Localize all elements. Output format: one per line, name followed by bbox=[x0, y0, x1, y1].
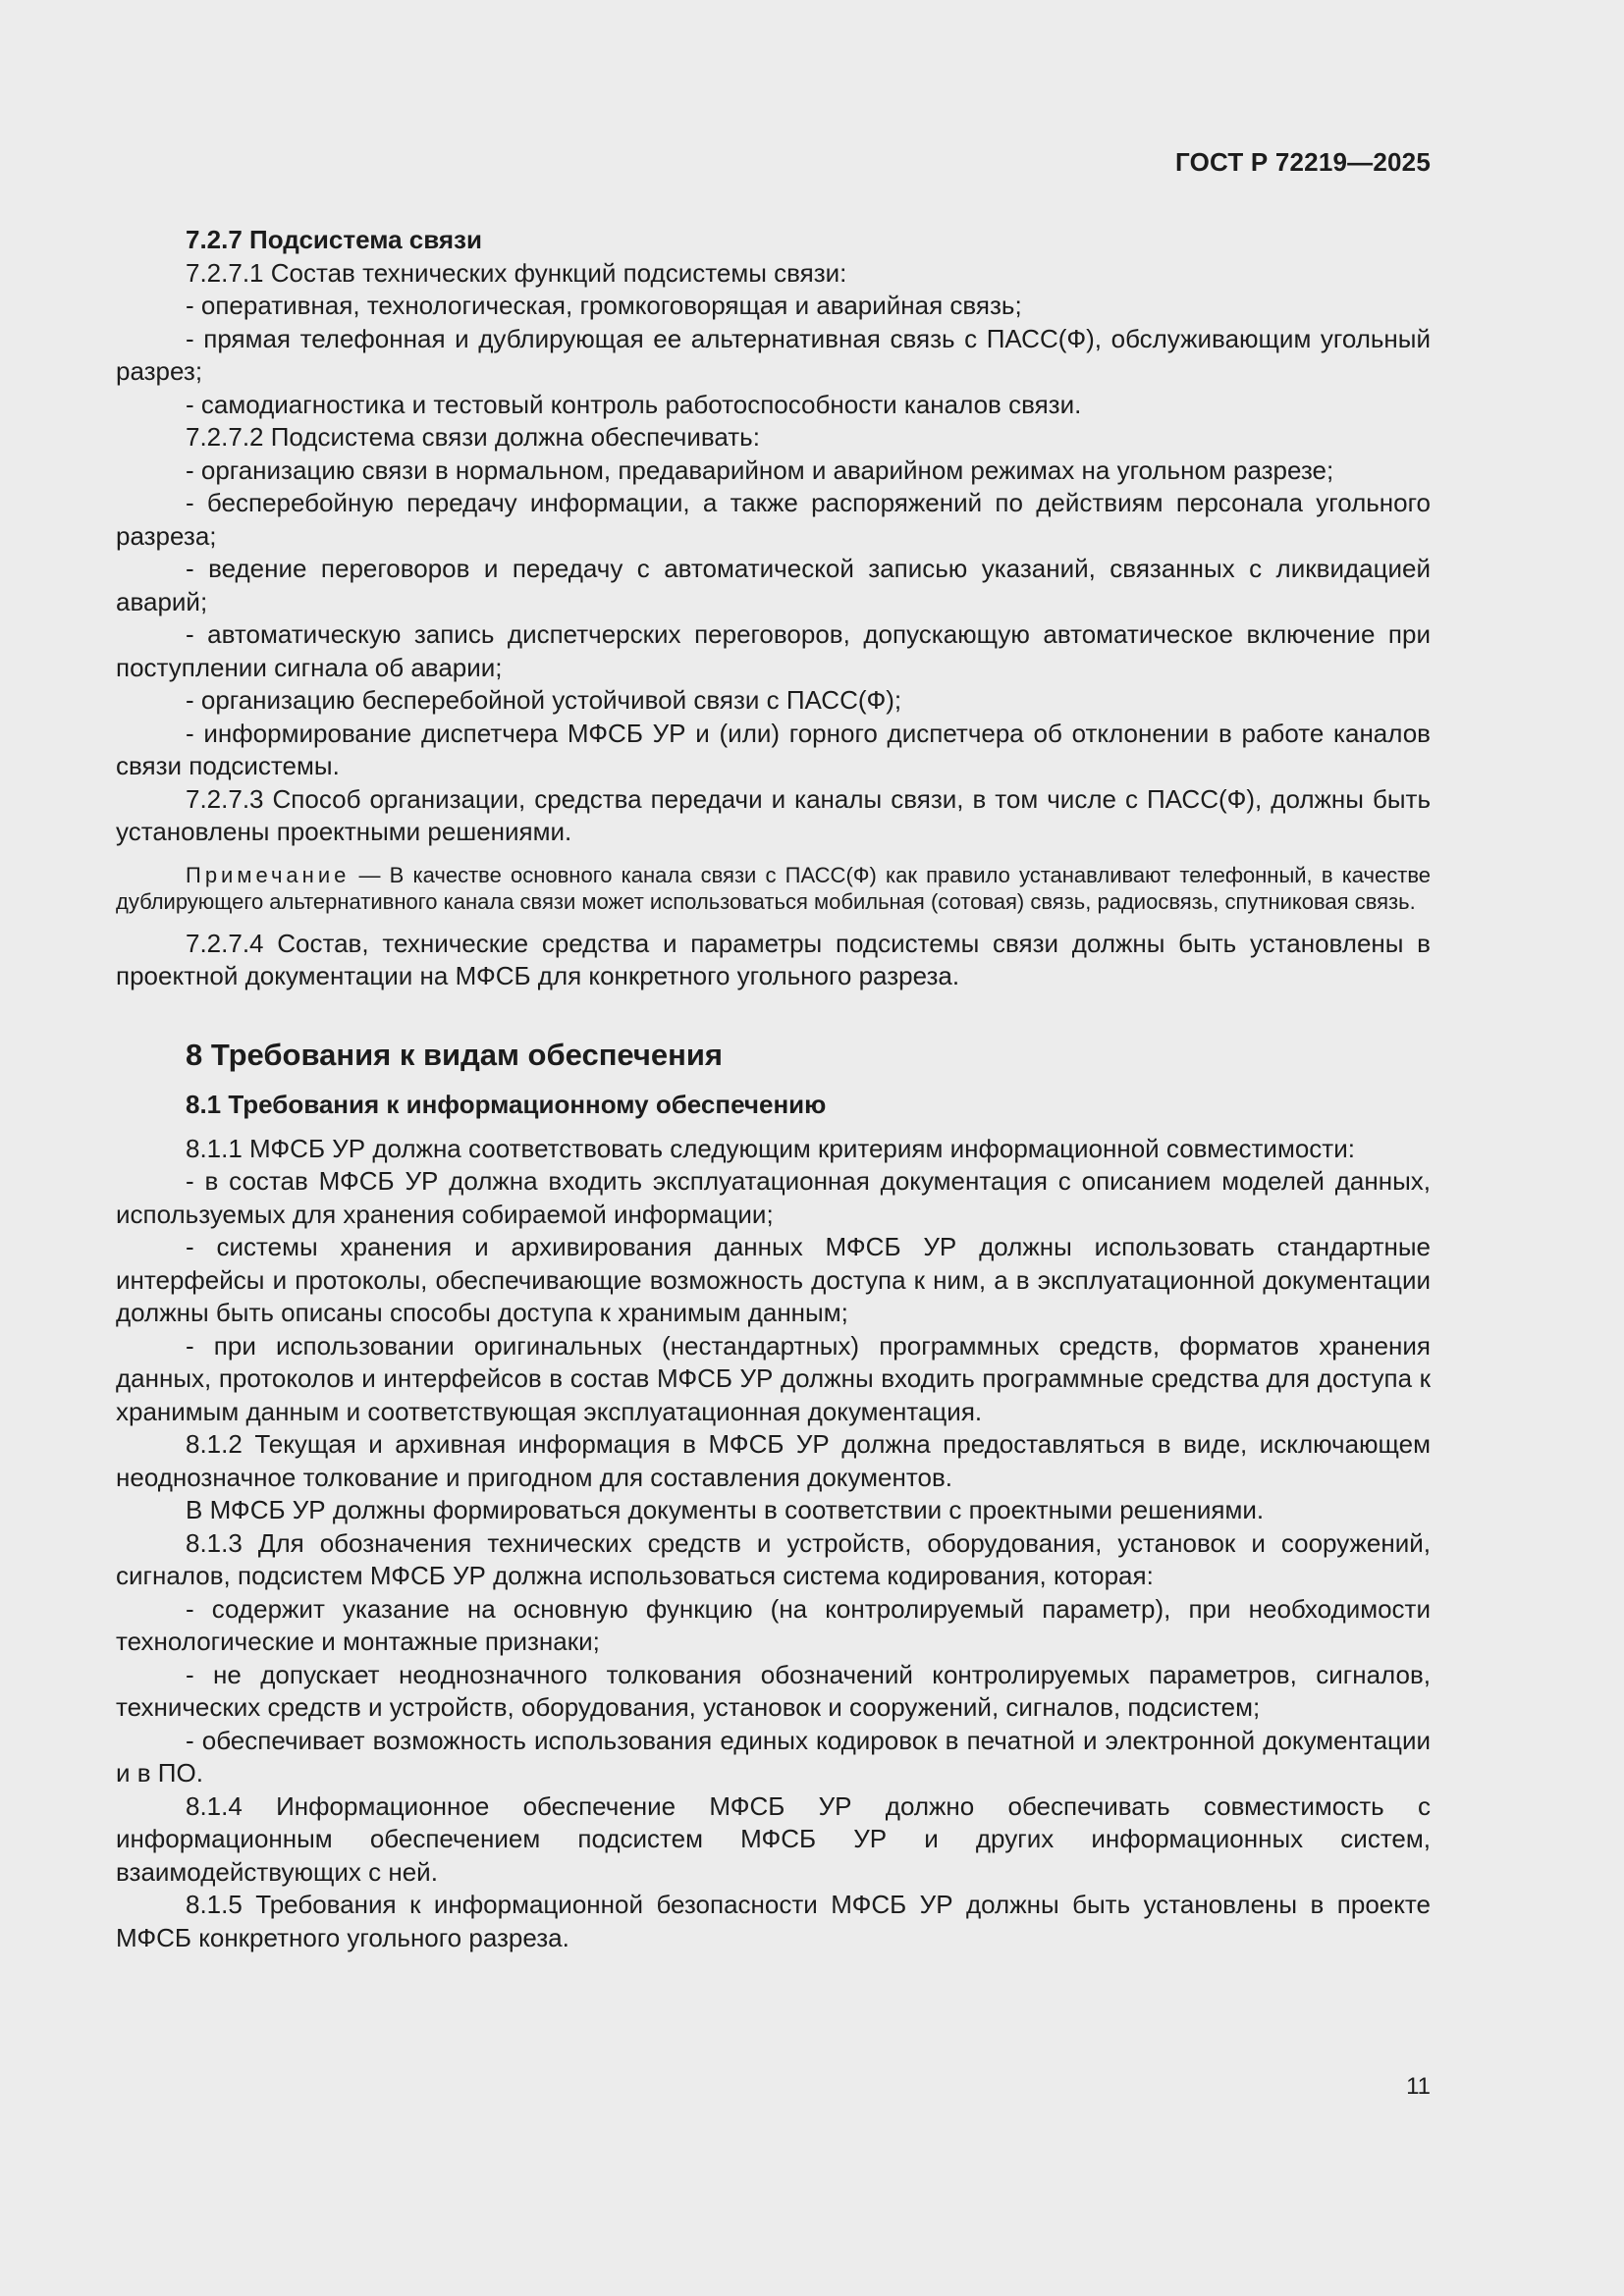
list-item: - оперативная, технологическая, громкоговорящая и аварийная связь; bbox=[186, 291, 1022, 320]
page-number: 11 bbox=[1406, 2073, 1431, 2100]
list-item: - информирование диспетчера МФСБ УР и (или) горного диспетчера об отклонении в работе каналов связи подсистемы. bbox=[116, 718, 1431, 780]
paragraph: 7.2.7.1 Состав технических функций подсистемы связи: bbox=[186, 257, 847, 288]
paragraph: 8.1.2 Текущая и архивная информация в МФСБ УР должна предоставляться в виде, исключающем неоднозначное толкование и пригодном для составления документов. bbox=[116, 1429, 1431, 1492]
list-item: - обеспечивает возможность использования единых кодировок в печатной и электронной документации и в ПО. bbox=[116, 1725, 1431, 1788]
list-item: - системы хранения и архивирования данных МФСБ УР должны использовать стандартные интерфейсы и протоколы, обеспечивающие возможность доступа к ним, а в эксплуатационной документации должны быть описаны способы доступа к хранимым данным; bbox=[116, 1232, 1431, 1327]
note-label: Примечание bbox=[186, 862, 351, 887]
paragraph: 7.2.7.4 Состав, технические средства и параметры подсистемы связи должны быть установлены в проектной документации на МФСБ для конкретного угольного разреза. bbox=[116, 928, 1431, 990]
list-item: - самодиагностика и тестовый контроль работоспособности каналов связи. bbox=[186, 389, 1082, 419]
list-item: - автоматическую запись диспетчерских переговоров, допускающую автоматическое включение при поступлении сигнала об аварии; bbox=[116, 619, 1431, 682]
paragraph: 8.1.5 Требования к информационной безопасности МФСБ УР должны быть установлены в проекте МФСБ конкретного угольного разреза. bbox=[116, 1890, 1431, 1952]
list-item: - содержит указание на основную функцию (на контролируемый параметр), при необходимости технологические и монтажные признаки; bbox=[116, 1593, 1431, 1656]
paragraph: 8.1.3 Для обозначения технических средств и устройств, оборудования, установок и сооружений, сигналов, подсистем МФСБ УР должна использоваться система кодирования, которая: bbox=[116, 1527, 1431, 1590]
list-item: - не допускает неоднозначного толкования обозначений контролируемых параметров, сигналов, технических средств и устройств, оборудования, установок и сооружений, сигналов, подсистем; bbox=[116, 1659, 1431, 1722]
paragraph: 8.1.4 Информационное обеспечение МФСБ УР должно обеспечивать совместимость с информационным обеспечением подсистем МФСБ УР и других информационных систем, взаимодействующих с ней. bbox=[116, 1790, 1431, 1887]
list-item: - прямая телефонная и дублирующая ее альтернативная связь с ПАСС(Ф), обслуживающим угольный разрез; bbox=[116, 323, 1431, 386]
section-heading-8: 8 Требования к видам обеспечения bbox=[186, 1037, 723, 1072]
paragraph: 7.2.7.2 Подсистема связи должна обеспечивать: bbox=[186, 422, 760, 452]
list-item: - ведение переговоров и передачу с автоматической записью указаний, связанных с ликвидацией аварий; bbox=[116, 554, 1431, 616]
subsection-heading-8-1: 8.1 Требования к информационному обеспечению bbox=[186, 1089, 827, 1119]
paragraph: 7.2.7.3 Способ организации, средства передачи и каналы связи, в том числе с ПАСС(Ф), должны быть установлены проектными решениями. bbox=[116, 783, 1431, 846]
list-item: - организацию связи в нормальном, предаварийном и аварийном режимах на угольном разрезе; bbox=[186, 454, 1334, 485]
paragraph: 8.1.1 МФСБ УР должна соответствовать следующим критериям информационной совместимости: bbox=[186, 1133, 1355, 1163]
section-heading-7-2-7: 7.2.7 Подсистема связи bbox=[186, 225, 482, 254]
list-item: - организацию бесперебойной устойчивой связи с ПАСС(Ф); bbox=[186, 685, 902, 715]
paragraph: В МФСБ УР должны формироваться документы в соответствии с проектными решениями. bbox=[186, 1495, 1265, 1524]
list-item: - при использовании оригинальных (нестандартных) программных средств, форматов хранения данных, протоколов и интерфейсов в состав МФСБ УР должны входить программные средства для доступа к хранимым данным и соответствующая эксплуатационная документация. bbox=[116, 1330, 1431, 1426]
list-item: - бесперебойную передачу информации, а также распоряжений по действиям персонала угольного разреза; bbox=[116, 488, 1431, 551]
note-text: — В качестве основного канала связи с ПАСС(Ф) как правило устанавливают телефонный, в качестве дублирующего альтернативного канала связи может использоваться мобильная (сотовая) связь, радиосвязь, спутниковая связь. bbox=[116, 862, 1431, 914]
page-content bbox=[116, 224, 1431, 1954]
note bbox=[116, 862, 1431, 916]
document-id-header: ГОСТ Р 72219—2025 bbox=[1175, 147, 1431, 177]
list-item: - в состав МФСБ УР должна входить эксплуатационная документация с описанием моделей данных, используемых для хранения собираемой информации; bbox=[116, 1166, 1431, 1229]
